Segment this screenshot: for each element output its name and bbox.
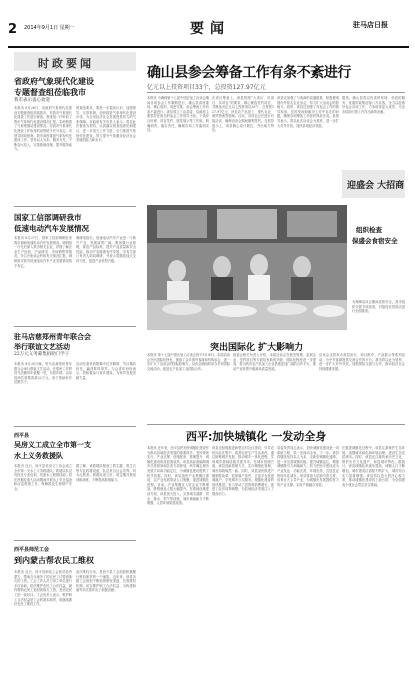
article-4-title: 吴房义工成立全市第一支 — [14, 441, 91, 449]
xiping-body-3: 县委负责同志表示，加快城镇化建设是一项系统工程，牵一发而动全身。下一步，该县将继续坚持以人为本，走新型城镇化道路，进一步完善城镇功能，提升城镇品位，增强城镇吸引力和辐射力，努力把西平建设成为产业发达、功能完善、环境优美、宜居宜业的现代化城市。该县将加大招商引资力度，培育壮大主导产业，为城镇化发展提供有力的产业支撑，实现产城融合发展。 — [277, 446, 339, 487]
shizheng-banner: 时政要闻 — [14, 52, 136, 71]
xiping-body-4: 在推进城镇化过程中，该县注重保护生态环境，加强城市绿化和环境治理，建设生态宜居城市。同时，该县还注重传承历史文化，保护历史文化遗产，彰显城市特色。据统计，该县城镇化率逐年提高，城镇人口不断增加，城市建成区面积不断扩大，城市综合实力显著增强。该县将以更大的决心和力度，推动城镇化建设再上新台阶，为全面建成小康社会奠定坚实基础。 — [342, 446, 405, 487]
divider — [14, 326, 136, 327]
article-1-title-2: 专题督查组莅临我市 — [14, 88, 86, 97]
section-title: 要闻 — [190, 21, 230, 37]
article-4-body: 本报讯 近日，西平县吴房义工协会成立全市第一支水上义务救援队。救援队队员均经过专业培训，具备水上救援技能，将在汛期及重大活动期间开展水上安全巡查和应急救援工作，保障群众生命财产安全。 — [14, 464, 72, 491]
xiping-body-2: 该县还积极推进新型农村社区建设，引导农民向社区集中，改善农民生产生活条件。通过统筹城乡发展，推动城乡一体化进程，实现城乡基础设施共建共享。在城市管理方面，该县创新管理方式，实行精细化管理，城市面貌焕然一新。同时，该县加快推进户籍制度改革，放宽落户条件，让更多农民进城落户，享受城市公共服务。城镇化建设的加快推进，有力带动了投资和消费增长，促进了经济结构调整，为县域经济发展注入了强劲动力。 — [212, 446, 274, 496]
divider — [147, 424, 405, 425]
divider — [147, 92, 405, 93]
article-2-title: 国家工信部调研我市 — [14, 213, 82, 222]
page-header — [8, 12, 409, 48]
page-number: 2 — [8, 22, 18, 37]
article-5-body-2: 此次维权行动，是西平县工会组织积极履行维权职责的一个缩影。近年来，该县各级工会组织不断拓宽维权渠道，完善维权机制，切实维护职工合法权益，为构建和谐劳动关系作出了积极贡献。 — [76, 570, 136, 593]
photo-caption-2: 保盛会食宿安全 — [352, 237, 398, 245]
article-4-kicker: 西平县 — [14, 433, 30, 439]
xiping-body-1: 本报讯 近年来，西平县把加快城镇化建设作为推动县域经济发展的重要抓手，坚持规划先行、产业支撑、设施配套、管理提升，城镇化建设取得显著成效。该县高标准编制城市总体规划和各类专项规划，科学确定城市发展方向和功能定位，为城镇化建设提供了科学依据。同时，该县加快产业集聚区建设，以产业发展带动人口集聚，促进城镇化进程。目前，产业集聚区入驻企业不断增加，吸纳就业人数大幅提升。在基础设施建设方面，该县加大投入，完善城市道路、供水、排水、供气等设施，城市承载能力不断增强，人居环境明显改善。 — [147, 446, 209, 506]
lead-title: 确山县参会筹备工作有条不紊进行 — [147, 65, 351, 81]
mid-body-3: 洽谈会还将举办高层论坛、项目推介、产品展示等系列活动，为中外客商提供交流合作的平台。我市将以此为契机，进一步扩大对外开放，加强国际交流与合作，推动经济社会持续健康发展。 — [319, 353, 405, 371]
lead-body-1: 本报讯 为确保第十七届中国农加工洽谈会期间各项参会工作顺利进行，确山县高度重视，精心组织，周密安排，参会筹备工作有条不紊进行。该县成立了由县委、县政府主要领导任组长的参会工作领导小组，下设综合协调、项目签约、展览展示等工作组，明确职责，落实责任，确保各项工作落到实处。 — [147, 96, 209, 133]
mid-body-2: 组委会相关负责人介绍，本届洽谈会在展览规模、参展企业、签约项目等方面均有新的突破，国际化程度进一步提高，将为我市农产品加工企业搭建更加广阔的合作平台，推动产业转型升级和高质量发展。 — [233, 353, 316, 371]
lead-body-4: 据悉，确山县将以优美的环境、优质的服务、优惠的政策迎接八方宾客，全力以赴做好参会各项工作，力争取得更大成效，为全市招商引资工作作出新的贡献。 — [342, 96, 405, 114]
article-5-title: 到内蒙古帮农民工维权 — [14, 556, 94, 565]
article-3-title: 驻马店慈郑州青年联合会 — [14, 333, 91, 341]
divider — [14, 426, 136, 427]
dateline: 2014年9月1日 星期一 — [24, 25, 75, 31]
mid-body-1: 本报讯 第十七届中国农加工洽谈会将于9月举行。本届洽谈会突出国际化特色，邀请了众多国外客商和机构参会，进一步扩大了洽谈会的国际影响力。洽谈会期间将举办多项国际交流活动，促进农产品加工业国际合作。 — [147, 353, 230, 371]
article-3-subtitle: 22万元义务募集捐助门学子 — [14, 352, 70, 357]
article-2-title-2: 低速电动汽车发展情况 — [14, 224, 89, 233]
article-1-body-2: 督查组要求，要进一步提高认识，加强领导，完善机制，加快推进气象现代化建设步伐，为全省经济社会发展提供有力的气象保障。市政府有关负责人表示，将以此次督查为契机，认真落实督查组意见和建议，进一步加大工作力度，全力推进气象现代化建设，努力提升气象服务经济社会发展的能力和水平。 — [76, 106, 136, 143]
article-2-body: 本报讯 8月27日，国家工信部调研组来我市调研低速电动汽车发展情况。调研组一行先后深入我市相关企业，详细了解企业生产经营、产品研发、市场销售等情况，并召开座谈会听取有关情况汇报。调研组对我市低速电动汽车产业发展情况给予肯定。 — [14, 236, 72, 268]
article-3-body-2: 活动在欢快的歌舞中拉开帷幕，节目精彩纷呈，赢得阵阵掌声。与会青年纷纷表示，将积极参与家乡建设，为家乡发展贡献力量。 — [76, 362, 136, 380]
article-1-body: 本报讯 8月28日，省政府气象现代化建设专题督查组莅临我市，对我市气象现代化建设工作进行督查。督查组一行听取了我市气象现代化建设情况汇报，实地察看了气象观测站建设情况，对我市气象现代化建设工作取得的成绩给予充分肯定。市领导陪同督查。我市高度重视气象现代化建设工作，坚持以人为本、服务为先，不断加大投入，完善基础设施，提升服务能力。 — [14, 106, 72, 152]
divider — [14, 206, 136, 207]
photo-caption-body: 为保障洽谈会期间食宿安全，我市组织开展专项检查，对接待宾馆饭店进行全面排查。 — [352, 300, 405, 314]
article-3-title-2: 举行联谊文艺活动 — [14, 343, 70, 351]
photo-caption: 组织检查 — [356, 226, 382, 234]
article-3-body: 本报讯 8月30日晚，驻马店慈郑州青年联合会举行联谊文艺活动，在郑州工作的驻马店籍青年欢聚一堂，共叙乡情。活动现场共募集善款22万元，用于资助家乡贫困学子。 — [14, 362, 72, 385]
divider — [14, 540, 136, 541]
lead-body-2: 在项目筹备上，该县按照“大项目、好项目、实项目”的要求，精心筛选签约项目，共筛选出亿元以上投资项目33个，总投资127.97亿元，涉及农产品加工、现代农业、商贸物流等领域。目前，各项目正在进行对接洽谈，确保洽谈会期间顺利签约。在展览展示上，该县精心设计展位，突出地方特色。 — [212, 96, 274, 133]
slogan-box — [342, 170, 405, 198]
slogan: 迎盛会 大招商 — [347, 181, 405, 191]
lead-body-3: 该县还加强了与客商的沟通联系，积极邀请国内外知名企业参会，努力扩大洽谈会的影响力。同时，该县还加强了对参会工作的督导检查，及时发现和解决工作中存在的问题，确保各项筹备工作按时保质完成。县领导表示，将以此次洽谈会为契机，进一步扩大对外开放，加快县域经济发展。 — [277, 96, 339, 128]
xiping-title: 西平:加快城镇化 一发动全身 — [186, 430, 327, 443]
masthead: 驻马店日报 — [353, 20, 388, 29]
article-1-subtitle: 我市表示衷心欢迎 — [14, 98, 50, 103]
article-2-body-2: 调研组指出，低速电动汽车产业是一个新兴产业，发展前景广阔。要加强行业管理，规范产品标准，提升产品质量和安全性能，推动产业健康有序发展。市有关部门负责人陪同调研，并表示将继续加大支持力度，促进产业转型升级。 — [76, 236, 136, 263]
article-4-title-2: 水上义务救援队 — [14, 452, 63, 460]
article-4-body-2: 据了解，该救援队配备了救生艇、救生衣等专业救援设备，队员来自社会各界，均为志愿者。救援队成立后，将定期开展培训和演练，不断提高救援能力。 — [76, 464, 136, 482]
article-5-body: 本报讯 近日，西平县师范工会派员赴内蒙古，帮助在当地务工的农民工讨要被拖欠的工资。工会工作人员与用工单位进行多次协商，依法维护农民工合法权益，最终帮助农民工追回被拖欠工资，受到农民工的一致好评。工会负责人表示，维护职工合法权益是工会的基本职责，将继续做好农民工维权工作。 — [14, 570, 72, 607]
article-1-title: 省政府气象现代化建设 — [14, 77, 94, 86]
mid-title: 突出国际化 扩大影响力 — [210, 343, 304, 353]
lead-subtitle: 亿元以上投资项目33个，总投资127.97亿元 — [147, 84, 266, 91]
news-photo — [147, 205, 347, 330]
article-5-kicker: 西平县师范工会 — [14, 547, 50, 553]
